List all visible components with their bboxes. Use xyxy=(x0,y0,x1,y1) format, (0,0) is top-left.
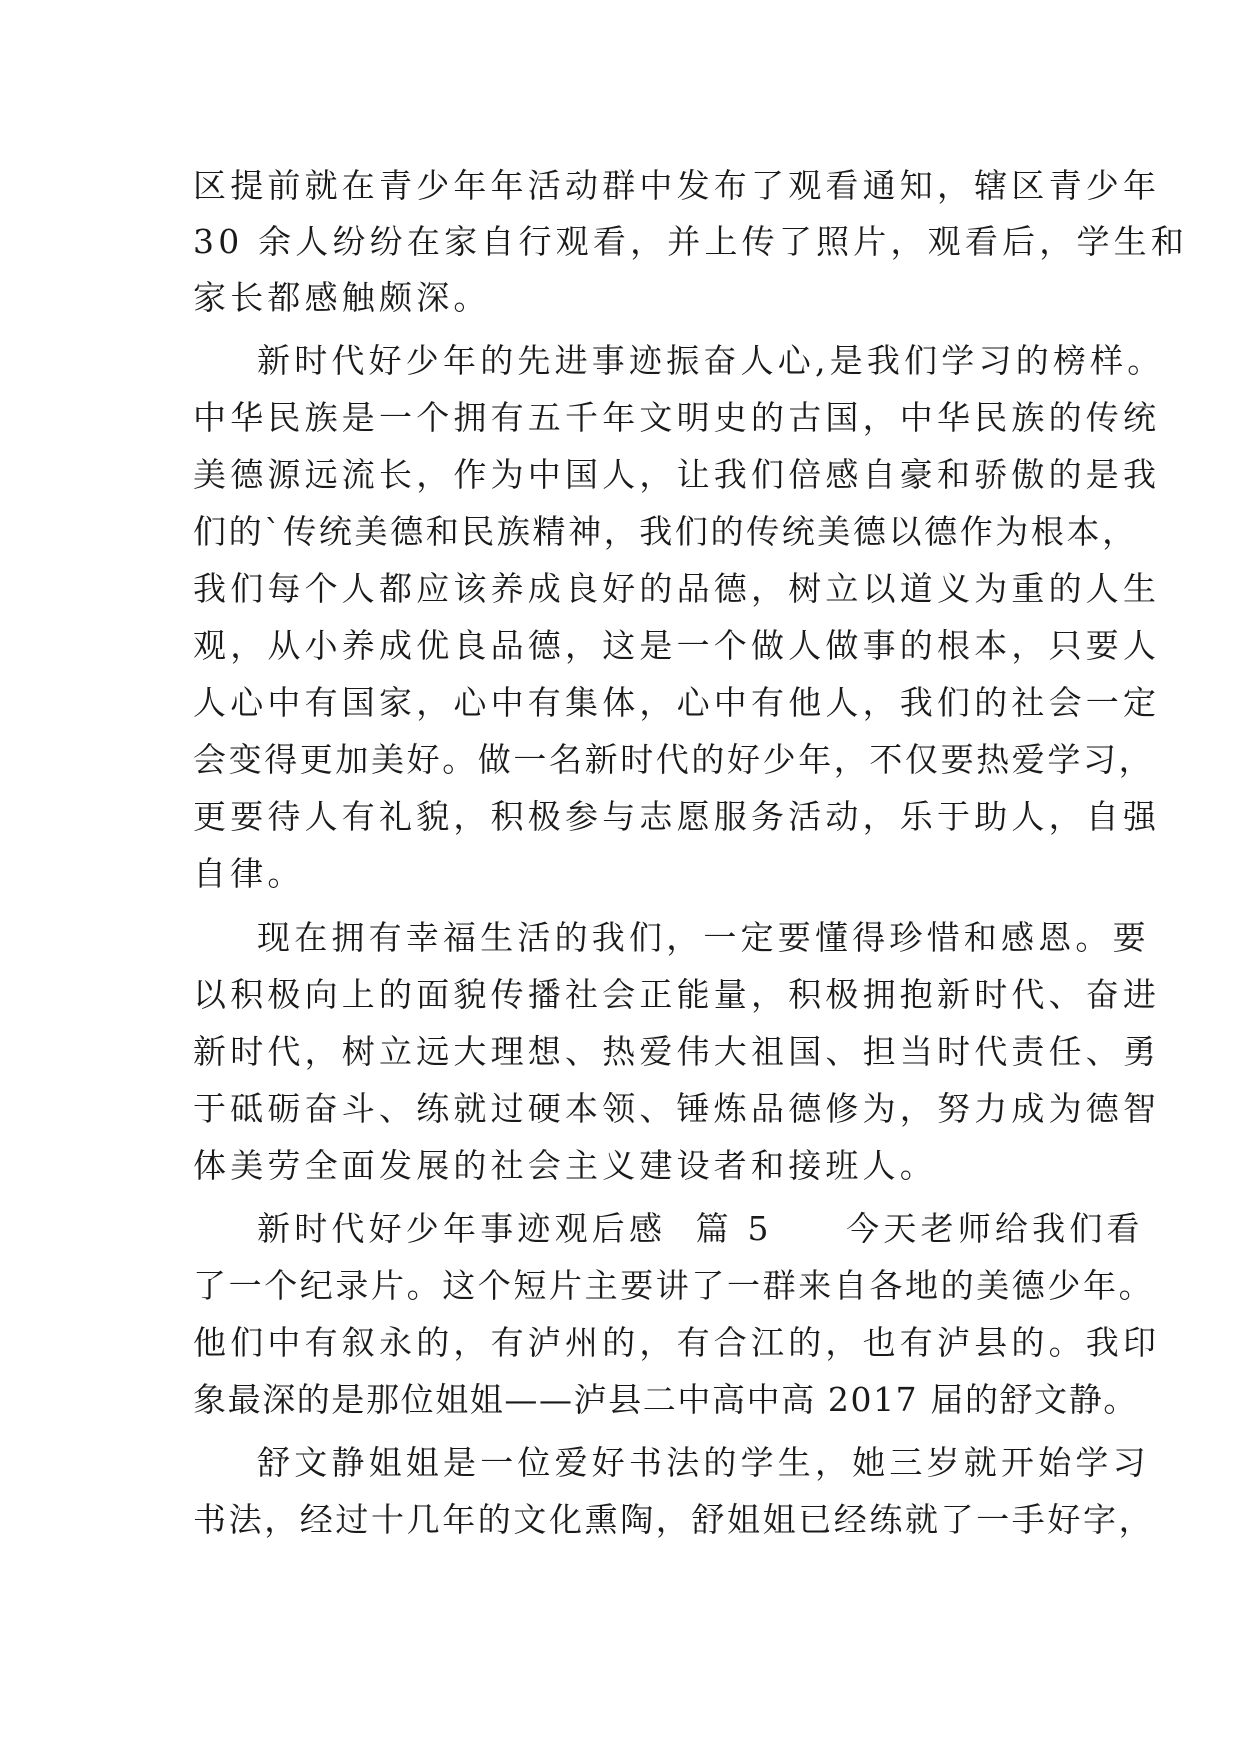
paragraph-line: 他们中有叙永的，有泸州的，有合江的，也有泸县的。我印 xyxy=(193,1323,1161,1362)
paragraph-line: 于砥砺奋斗、练就过硬本领、锤炼品德修为，努力成为德智 xyxy=(193,1089,1161,1128)
paragraph-line: 新时代，树立远大理想、热爱伟大祖国、担当时代责任、勇 xyxy=(193,1032,1161,1071)
paragraph-line: 书法，经过十几年的文化熏陶，舒姐姐已经练就了一手好字， xyxy=(193,1500,1155,1539)
paragraph-line: 体美劳全面发展的社会主义建设者和接班人。 xyxy=(193,1146,937,1185)
paragraph-line: 家长都感触颇深。 xyxy=(193,278,491,317)
paragraph-line: 新时代好少年的先进事迹振奋人心,是我们学习的榜样。 xyxy=(257,341,1165,380)
section-heading-line: 新时代好少年事迹观后感 篇 5 今天老师给我们看 xyxy=(257,1209,1144,1248)
paragraph-line: 舒文静姐姐是一位爱好书法的学生，她三岁就开始学习 xyxy=(257,1443,1150,1482)
paragraph-line: 以积极向上的面貌传播社会正能量，积极拥抱新时代、奋进 xyxy=(193,975,1161,1014)
paragraph-line: 我们每个人都应该养成良好的品德，树立以道义为重的人生 xyxy=(193,569,1161,608)
paragraph-line: 区提前就在青少年年活动群中发布了观看通知，辖区青少年 xyxy=(193,166,1161,205)
paragraph-line: 中华民族是一个拥有五千年文明史的古国，中华民族的传统 xyxy=(193,398,1161,437)
paragraph-line: 自律。 xyxy=(193,854,305,893)
paragraph-line: 美德源远流长，作为中国人，让我们倍感自豪和骄傲的是我 xyxy=(193,455,1161,494)
paragraph-line: 象最深的是那位姐姐——泸县二中高中高 2017 届的舒文静。 xyxy=(193,1380,1138,1419)
paragraph-line: 人心中有国家，心中有集体，心中有他人，我们的社会一定 xyxy=(193,683,1161,722)
paragraph-line: 现在拥有幸福生活的我们，一定要懂得珍惜和感恩。要 xyxy=(257,918,1150,957)
paragraph-line: 会变得更加美好。做一名新时代的好少年，不仅要热爱学习， xyxy=(193,740,1155,779)
paragraph-line: 30 余人纷纷在家自行观看，并上传了照片，观看后，学生和 xyxy=(193,222,1189,261)
paragraph-line: 观，从小养成优良品德，这是一个做人做事的根本，只要人 xyxy=(193,626,1161,665)
paragraph-line: 了一个纪录片。这个短片主要讲了一群来自各地的美德少年。 xyxy=(193,1266,1155,1305)
paragraph-line: 们的`传统美德和民族精神，我们的传统美德以德作为根本， xyxy=(193,512,1138,551)
paragraph-line: 更要待人有礼貌，积极参与志愿服务活动，乐于助人，自强 xyxy=(193,797,1161,836)
